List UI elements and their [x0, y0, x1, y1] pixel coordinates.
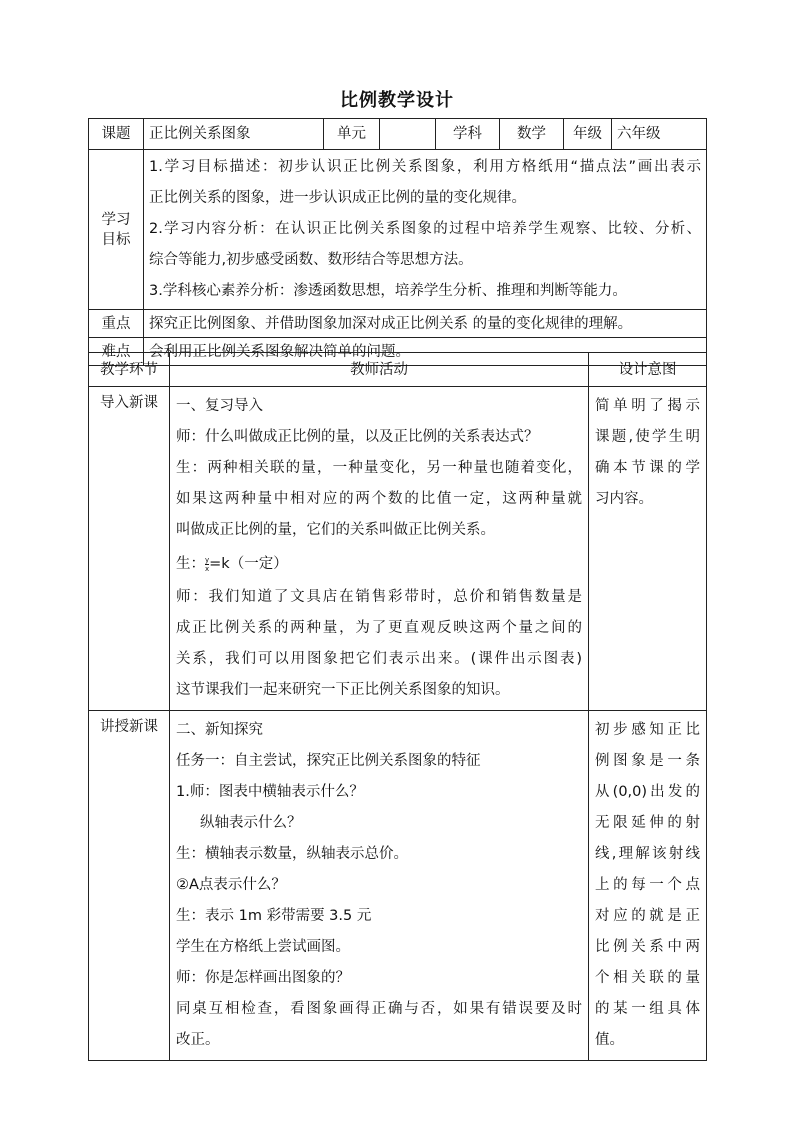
activity-line: 关系，我们可以用图象把它们表示出来。(课件出示图表): [176, 651, 582, 667]
goals-content: [144, 150, 707, 310]
activity-line: 成正比例关系的两种量，为了更直观反映这两个量之间的: [176, 620, 582, 636]
section2-intent: [589, 711, 707, 1061]
intent-line: 课题,使学生明: [595, 429, 700, 445]
activity-line: 同桌互相检查，看图象画得正确与否，如果有错误要及时: [176, 1001, 582, 1017]
activity-line: 纵轴表示什么？: [200, 815, 302, 831]
unit-value: [380, 119, 436, 150]
intent-line: 从(0,0)出发的: [595, 784, 700, 800]
activity-line: ②A点表示什么？: [176, 877, 286, 893]
topic-label: 课题: [89, 119, 144, 150]
activity-line: 1.师：图表中横轴表示什么？: [176, 784, 364, 800]
intent-line: 个相关联的量: [595, 970, 700, 986]
goals-line: 综合等能力,初步感受函数、数形结合等思想方法。: [149, 252, 473, 268]
intent-line: 上的每一个点: [595, 877, 700, 893]
goals-label-line1: 学习: [101, 211, 131, 228]
section2-stage: 讲授新课: [89, 711, 170, 1061]
activity-line: 生：两种相关联的量，一种量变化，另一种量也随着变化，: [176, 460, 582, 476]
intent-line: 比例关系中两: [595, 939, 700, 955]
grade-value: 六年级: [612, 119, 707, 150]
activity-line: 学生在方格纸上尝试画图。: [176, 939, 350, 955]
intent-line: 例图象是一条: [595, 753, 700, 769]
intent-line: 简单明了揭示: [595, 398, 700, 414]
header-activity: 教师活动: [170, 353, 589, 387]
fraction-numerator: y: [205, 555, 210, 564]
intent-line: 对应的就是正: [595, 908, 700, 924]
formula-prefix: 生：: [176, 556, 205, 572]
activity-line: 叫做成正比例的量，它们的关系叫做正比例关系。: [176, 522, 495, 538]
header-intent: 设计意图: [589, 353, 707, 387]
intent-line: 无限延伸的射: [595, 815, 700, 831]
subject-label: 学科: [436, 119, 500, 150]
header-stage: 教学环节: [89, 353, 170, 387]
activity-line: 生：横轴表示数量，纵轴表示总价。: [176, 846, 408, 862]
goals-line: 1.学习目标描述：初步认识正比例关系图象，利用方格纸用“描点法”画出表示: [149, 159, 701, 175]
activity-line: 任务一：自主尝试，探究正比例关系图象的特征: [176, 753, 481, 769]
section1-activity: [170, 387, 589, 711]
intent-line: 初步感知正比: [595, 722, 700, 738]
lesson-table: [88, 352, 707, 1061]
goals-line: 2.学习内容分析：在认识正比例关系图象的过程中培养学生观察、比较、分析、: [149, 221, 701, 237]
goals-line: 正比例关系的图象，进一步认识成正比例的量的变化规律。: [149, 190, 526, 206]
activity-line: 如果这两种量中相对应的两个数的比值一定，这两种量就: [176, 491, 582, 507]
formula-line: [176, 546, 582, 582]
intent-line: 确本节课的学: [595, 460, 700, 476]
activity-line: 生：表示 1m 彩带需要 3.5 元: [176, 908, 372, 924]
activity-line: 二、新知探究: [176, 722, 263, 738]
activity-line: 改正。: [176, 1032, 220, 1048]
goals-label: [89, 150, 144, 310]
goals-line: 3.学科核心素养分析：渗透函数思想，培养学生分析、推理和判断等能力。: [149, 283, 627, 299]
section1-stage: 导入新课: [89, 387, 170, 711]
difficulty-text: 会利用正比例关系图象解决简单的问题。: [144, 338, 707, 366]
activity-line: 师：你是怎样画出图象的？: [176, 970, 350, 986]
info-table: [88, 118, 707, 366]
goals-label-line2: 目标: [101, 231, 131, 248]
fraction-denominator: x: [205, 564, 210, 573]
intent-line: 值。: [595, 1032, 624, 1048]
intent-line: 的某一组具体: [595, 1001, 700, 1017]
activity-line: 一、复习导入: [176, 398, 263, 414]
activity-line: 师：我们知道了文具店在销售彩带时，总价和销售数量是: [176, 589, 582, 605]
grade-label: 年级: [564, 119, 612, 150]
topic-value: 正比例关系图象: [144, 119, 324, 150]
intent-line: 习内容。: [595, 491, 653, 507]
intent-line: 线,理解该射线: [595, 846, 700, 862]
formula-rest: =k（一定）: [209, 556, 288, 572]
key-point-text: 探究正比例图象、并借助图象加深对成正比例关系 的量的变化规律的理解。: [144, 310, 707, 338]
page-title: 比例教学设计: [340, 90, 454, 111]
section1-intent: [589, 387, 707, 711]
activity-line: 这节课我们一起来研究一下正比例关系图象的知识。: [176, 682, 510, 698]
difficulty-label: 难点: [89, 338, 144, 366]
key-point-label: 重点: [89, 310, 144, 338]
activity-line: 师：什么叫做成正比例的量，以及正比例的关系表达式？: [176, 429, 539, 445]
subject-value: 数学: [500, 119, 564, 150]
unit-label: 单元: [324, 119, 380, 150]
section2-activity: [170, 711, 589, 1061]
